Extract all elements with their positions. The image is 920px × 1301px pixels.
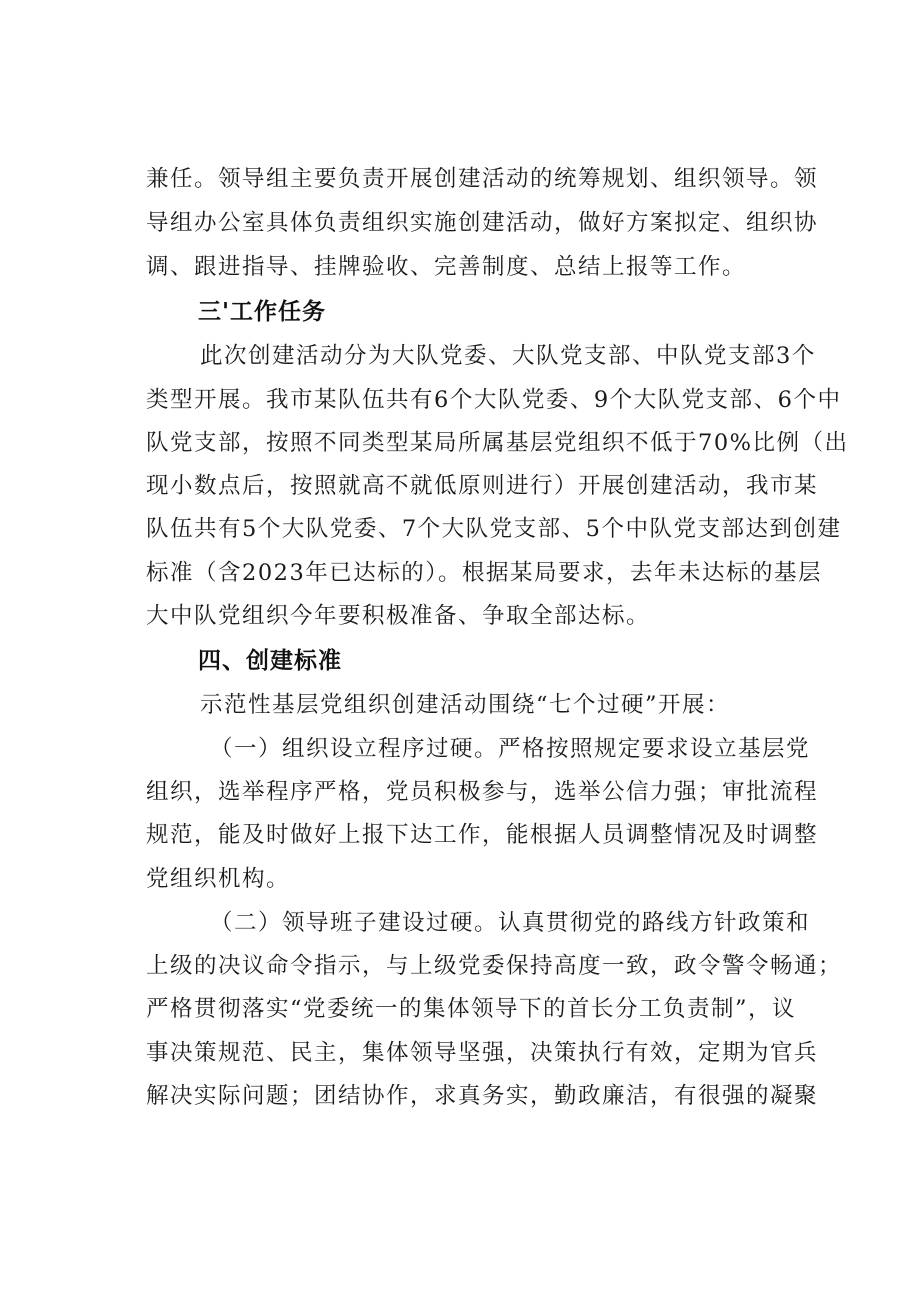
item2-line-4: 事决策规范、民主，集体领导坚强，决策执行有效，定期为官兵 xyxy=(146,1040,819,1066)
section4-heading: 四、创建标准 xyxy=(198,648,342,674)
intro-line-3: 调、跟进指导、挂牌验收、完善制度、总结上报等工作。 xyxy=(146,254,747,280)
item1-line-2: 组织，选举程序严格，党员积极参与，选举公信力强；审批流程 xyxy=(146,779,819,805)
section4-intro: 示范性基层党组织创建活动围绕“七个过硬”开展： xyxy=(200,692,731,718)
item1-line-4: 党组织机构。 xyxy=(146,866,291,892)
section3-line-4: 现小数点后，按照就高不就低原则进行）开展创建活动，我市某 xyxy=(146,473,819,499)
section3-line-1: 此次创建活动分为大队党委、大队党支部、中队党支部3个 xyxy=(200,343,816,369)
item1-line-1: （一）组织设立程序过硬。严格按照规定要求设立基层党 xyxy=(210,736,811,762)
intro-line-2: 导组办公室具体负责组织实施创建活动，做好方案拟定、组织协 xyxy=(146,210,819,236)
section3-line-5: 队伍共有5个大队党委、7个大队党支部、5个中队党支部达到创建 xyxy=(146,516,842,542)
item2-line-2: 上级的决议命令指示，与上级党委保持高度一致，政令警令畅通； xyxy=(146,953,843,979)
intro-line-1: 兼任。领导组主要负责开展创建活动的统筹规划、组织领导。领 xyxy=(146,166,819,192)
item2-line-3: 严格贯彻落实“党委统一的集体领导下的首长分工负责制”，议 xyxy=(146,996,797,1022)
section3-line-7: 大中队党组织今年要积极准备、争取全部达标。 xyxy=(146,603,651,629)
item1-line-3: 规范，能及时做好上报下达工作，能根据人员调整情况及时调整 xyxy=(146,822,819,848)
item2-line-1: （二）领导班子建设过硬。认真贯彻党的路线方针政策和 xyxy=(210,910,811,936)
item2-line-5: 解决实际问题；团结协作，求真务实，勤政廉洁，有很强的凝聚 xyxy=(146,1083,819,1109)
section3-heading: 三'工作任务 xyxy=(198,299,327,325)
section3-line-6: 标准（含2023年已达标的）。根据某局要求，去年未达标的基层 xyxy=(146,560,823,586)
section3-line-2: 类型开展。我市某队伍共有6个大队党委、9个大队党支部、6个中 xyxy=(146,387,842,413)
section3-line-3: 队党支部，按照不同类型某局所属基层党组织不低于70%比例（出 xyxy=(146,430,849,456)
